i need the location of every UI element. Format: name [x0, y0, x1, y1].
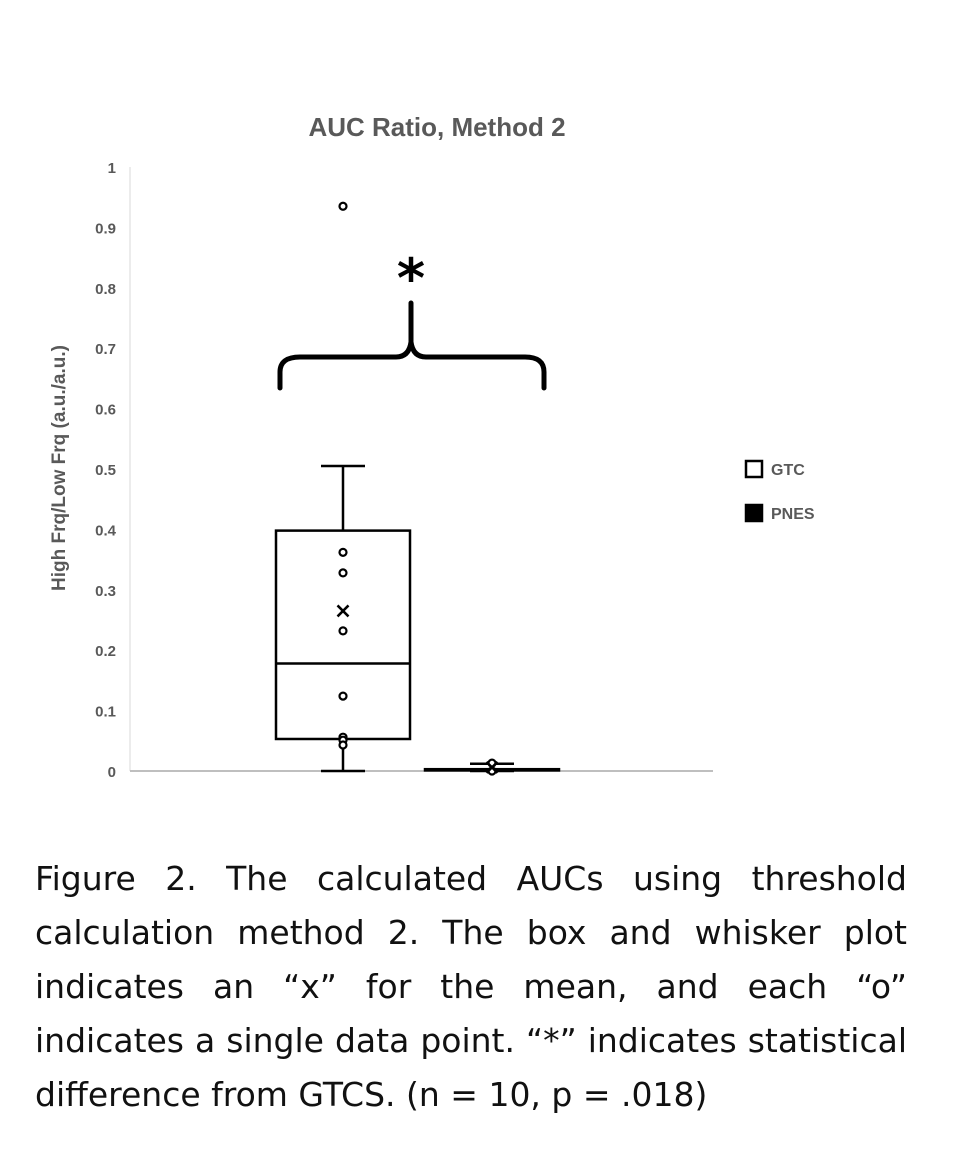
legend-label-pnes: PNES — [771, 506, 815, 523]
y-tick-label: 0.2 — [95, 643, 116, 661]
data-point — [340, 569, 347, 576]
significance-brace — [280, 303, 544, 388]
data-point — [340, 549, 347, 556]
y-tick-label: 0.3 — [95, 582, 116, 600]
y-tick-label: 0.4 — [95, 522, 116, 540]
figure-caption — [35, 852, 907, 1122]
y-tick-label: 1 — [107, 160, 116, 177]
y-tick-label: 0.7 — [95, 341, 116, 359]
y-tick-label: 0.8 — [95, 280, 116, 298]
y-axis-ticks — [95, 160, 117, 781]
y-tick-label: 0.6 — [95, 401, 116, 419]
caption-text: Figure 2. The calculated AUCs using threshold calculation method 2. The box and whisker plot indicates an “x” for the mean, and each “o” indicates a single data point. “*” indicates statistical difference from GTCS. (n = 10, p = .018) — [35, 859, 907, 1114]
y-tick-label: 0.5 — [95, 462, 116, 479]
legend-label-gtc: GTC — [771, 462, 805, 479]
y-tick-label: 0 — [107, 764, 116, 781]
legend — [746, 461, 815, 523]
chart-title: AUC Ratio, Method 2 — [308, 112, 566, 142]
y-axis-label: High Frq/Low Frq (a.u./a.u.) — [49, 345, 70, 591]
y-tick-label: 0.1 — [95, 703, 116, 721]
box-gtc — [276, 203, 410, 771]
data-point — [340, 742, 347, 749]
legend-swatch-pnes — [746, 505, 762, 521]
data-point — [340, 693, 347, 700]
box-pnes — [425, 760, 559, 775]
y-tick-label: 0.9 — [95, 220, 116, 238]
significance-asterisk: * — [396, 247, 426, 310]
legend-swatch-gtc — [746, 461, 762, 477]
data-point — [340, 203, 347, 210]
data-point — [340, 627, 347, 634]
